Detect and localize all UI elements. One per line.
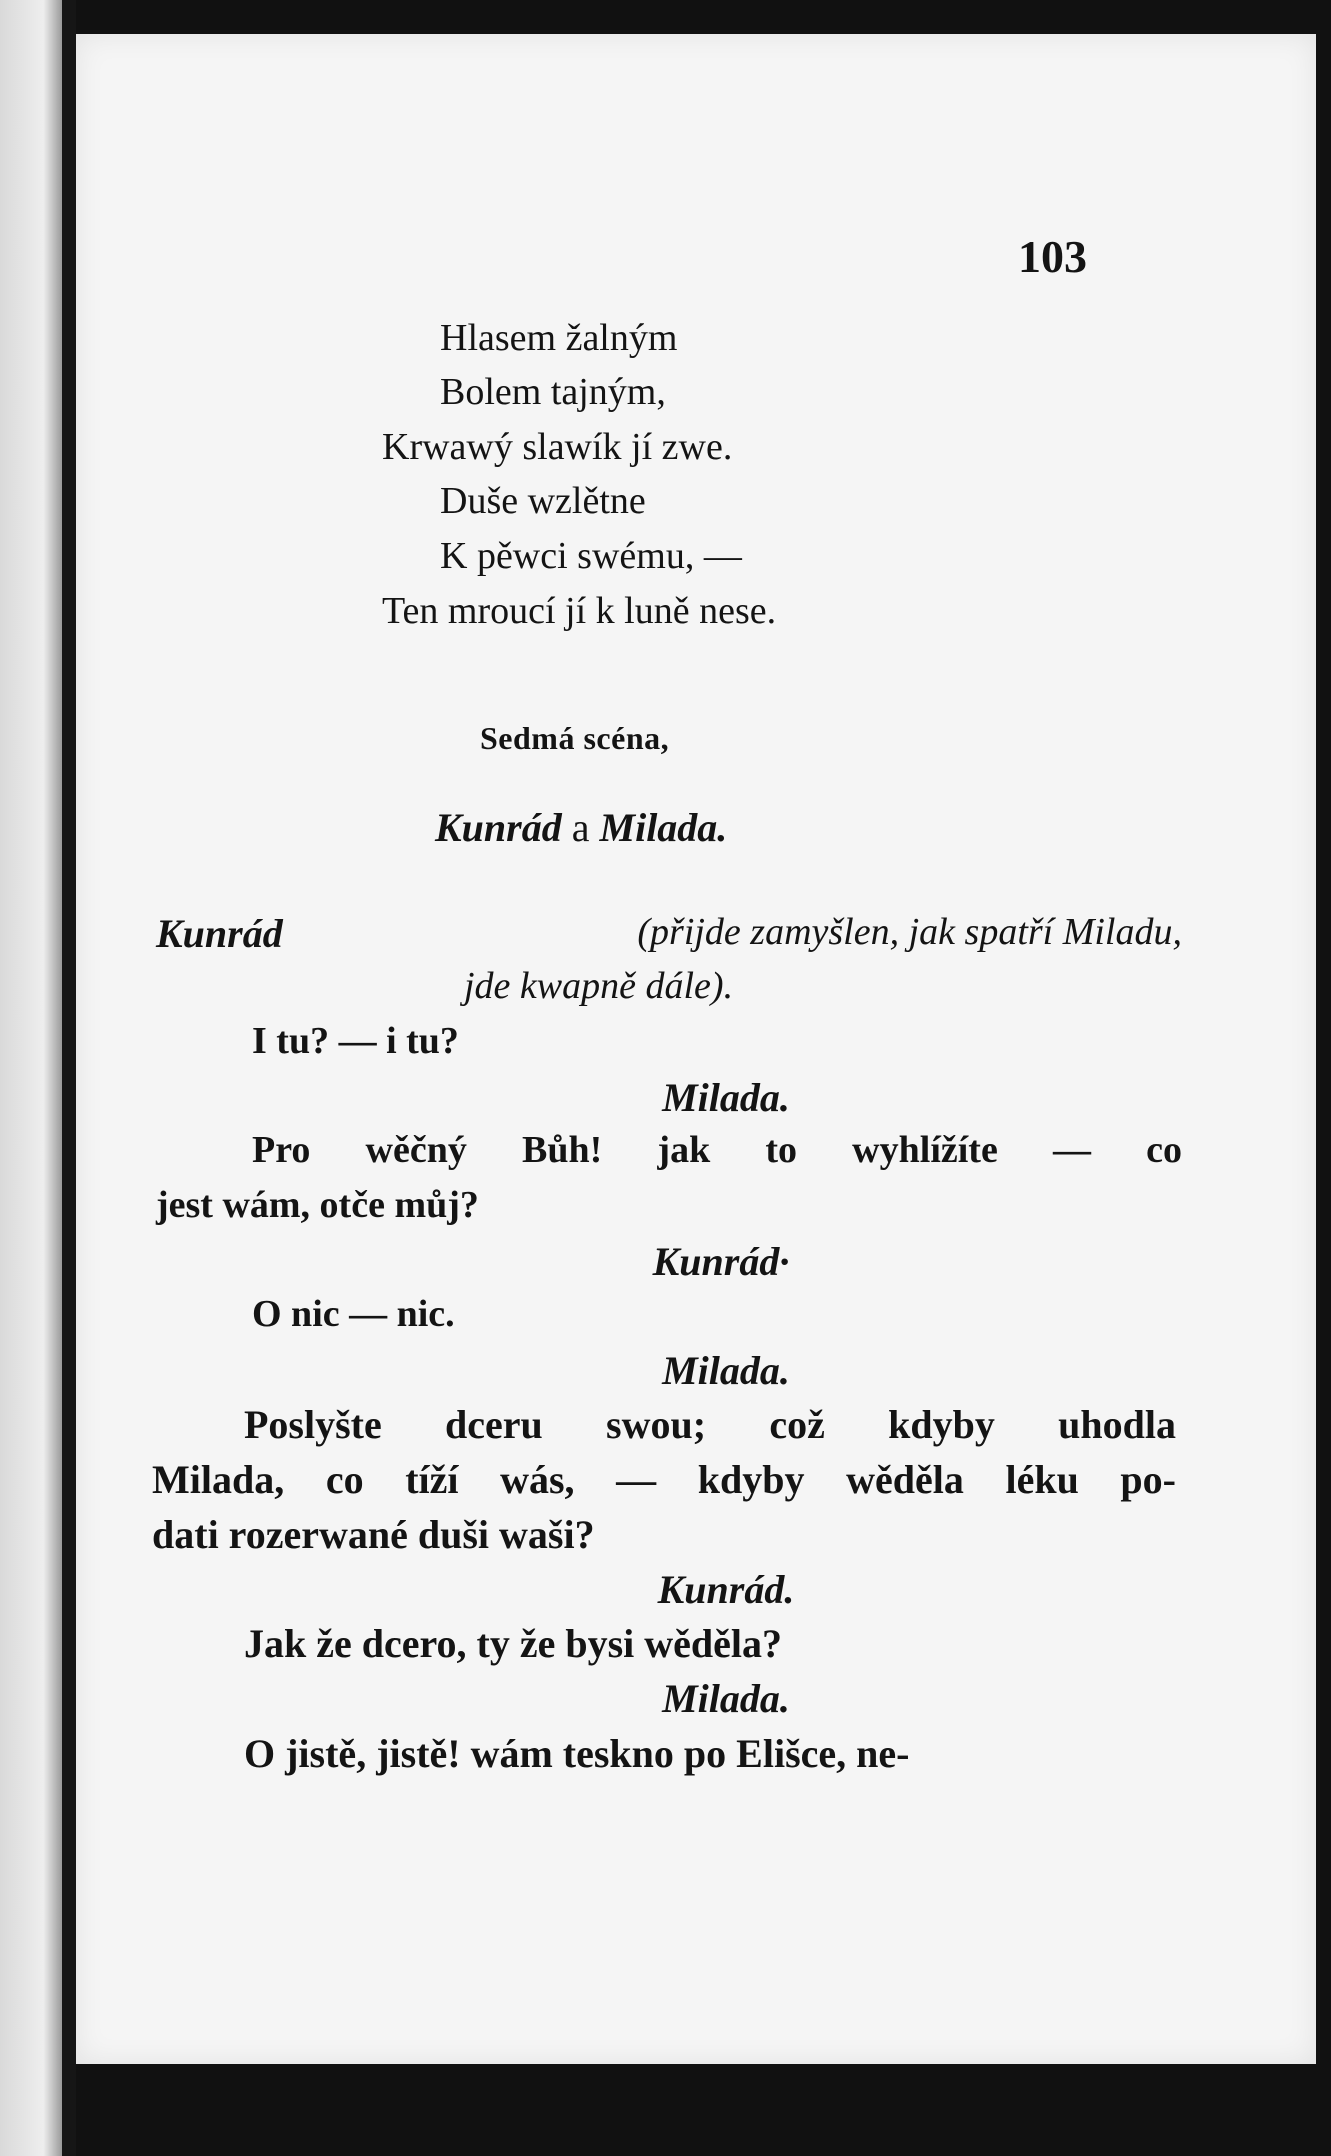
speaker-name: Milada. xyxy=(662,1676,790,1721)
dialogue-line: O jistě, jistě! wám teskno po Elišce, ne- xyxy=(244,1731,910,1776)
song-line: Bolem tajným, xyxy=(440,371,666,413)
scene-heading: Sedmá scéna, xyxy=(480,720,670,756)
dialogue-line: Poslyšte dceru swou; což kdyby uhodla xyxy=(244,1402,1176,1447)
scene-characters xyxy=(435,804,727,851)
speaker-name: Milada. xyxy=(662,1348,790,1393)
speaker-with-direction xyxy=(156,910,1182,957)
character-name: Kunrád xyxy=(435,805,562,850)
book-gutter xyxy=(62,0,76,2156)
character-name: Milada. xyxy=(599,805,728,850)
dialogue-line: I tu? — i tu? xyxy=(252,1020,459,1062)
song-line: Hlasem žalným xyxy=(440,317,678,359)
speaker-name: Kunrád· xyxy=(652,1239,790,1284)
song-line: Ten mroucí jí k luně nese. xyxy=(382,590,777,632)
stage-direction: jde kwapně dále). xyxy=(464,965,734,1007)
dialogue-line: Milada, co tíží wás, — kdyby wěděla léku po- xyxy=(152,1457,1176,1502)
facing-page-edge xyxy=(0,0,62,2156)
page-number: 103 xyxy=(1018,231,1087,282)
conjunction: a xyxy=(571,805,590,850)
dialogue-line: Pro wěčný Bůh! jak to wyhlížíte — co xyxy=(252,1129,1182,1171)
book-page xyxy=(76,34,1316,2064)
dialogue-line: O nic — nic. xyxy=(252,1293,455,1335)
speaker-name: Kunrád xyxy=(156,911,283,956)
song-line: K pěwci swému, — xyxy=(440,535,742,577)
dialogue-line: dati rozerwané duši waši? xyxy=(152,1512,595,1557)
song-line: Krwawý slawík jí zwe. xyxy=(382,426,733,468)
dialogue-line: Jak že dcero, ty že bysi wěděla? xyxy=(244,1621,783,1666)
song-line: Duše wzlětne xyxy=(440,480,646,522)
speaker-name: Kunrád. xyxy=(657,1567,795,1612)
stage-direction: (přijde zamyšlen, jak spatří Miladu, xyxy=(637,911,1182,953)
speaker-name: Milada. xyxy=(662,1075,790,1120)
dialogue-line: jest wám, otče můj? xyxy=(156,1184,479,1226)
